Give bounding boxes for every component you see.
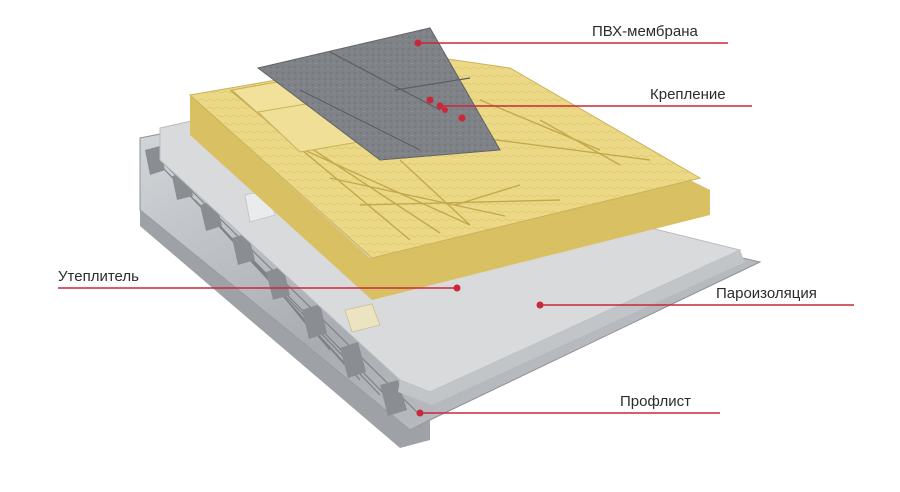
leader-dot xyxy=(437,103,444,110)
fastener-dot xyxy=(459,115,466,122)
leader-dot xyxy=(537,302,544,309)
label-profiled-sheet: Профлист xyxy=(620,393,691,410)
leader-dot xyxy=(417,410,424,417)
label-membrane: ПВХ-мембрана xyxy=(592,23,698,40)
label-vapor-barrier: Пароизоляция xyxy=(716,285,817,302)
leader-dot xyxy=(454,285,461,292)
fastener-dot xyxy=(427,97,434,104)
label-insulation: Утеплитель xyxy=(58,268,139,285)
leader-dot xyxy=(415,40,422,47)
callout-membrane xyxy=(415,23,729,47)
label-fastening: Крепление xyxy=(650,86,726,103)
